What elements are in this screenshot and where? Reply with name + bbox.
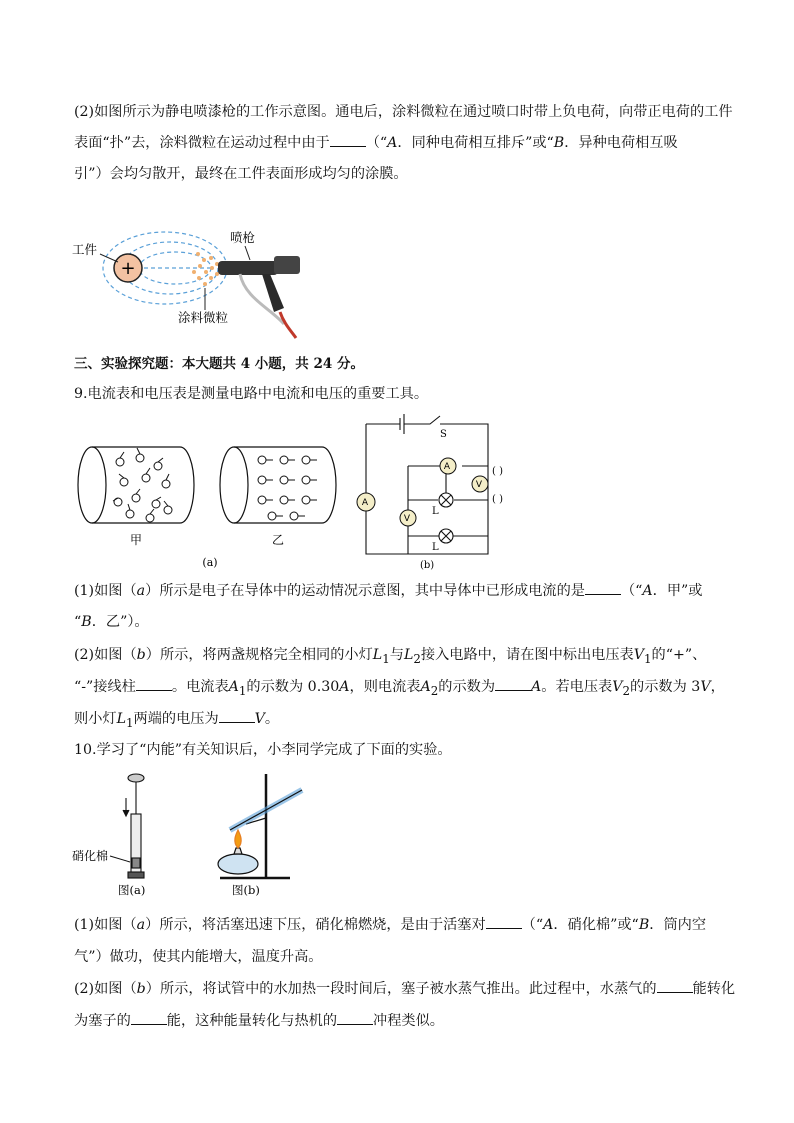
subscript: 2 [413,651,421,666]
option-a-letter: A [642,583,653,599]
fig-letter: b [136,647,146,663]
option-b-letter: B [638,917,650,933]
answer-blank [585,582,621,595]
subscript: 1 [238,683,247,698]
q10-figure [70,768,310,900]
q9-stem: 9.电流表和电压表是测量电路中电流和电压的重要工具。 [74,386,429,402]
q9-text: ， [710,679,725,695]
q9-text: 接入电路中，请在图中标出电压表 [420,647,634,663]
answer-blank [337,1012,373,1025]
q10-text: 能，这种能量转化与热机的 [166,1013,338,1029]
answer-blank [657,980,693,993]
subscript: 1 [643,651,652,666]
conductor-figure [72,440,352,570]
q8-text: 表面“扑”去，涂料微粒在运动过程中由于 [74,135,330,151]
option-a-letter: A [543,917,554,933]
fig-letter: a [136,583,146,599]
q9-text: （“ [620,583,643,599]
q9-text: (1)如图（ [74,583,137,599]
spray-gun-figure [70,228,310,340]
answer-blank [136,678,172,691]
fig-a-caption: 图(a) [118,883,146,897]
a1-label: A [443,462,451,472]
q9-text: ．乙”）。 [91,614,149,630]
q10-text: （“ [521,917,544,933]
v2-symbol: V [612,679,623,695]
particles-label: 涂料微粒 [178,310,229,325]
q9-text: ）所示，将两盏规格完全相同的小灯 [145,647,373,663]
q10-text: (1)如图（ [74,917,137,933]
unit-a: A [339,679,350,695]
q9-text: 两端的电压为 [133,711,219,727]
q10-part1-line2: 气”）做功，使其内能增大，温度升高。 [74,949,323,965]
q8-text: ．异种电荷相互吸 [564,135,678,151]
fig-a-caption: (a) [202,556,218,569]
a2-symbol: A [420,679,431,695]
unit-v: V [700,679,711,695]
cotton-label: 硝化棉 [72,849,109,863]
q9-text: 的“+”、 [651,647,707,663]
q8-line-1: (2)如图所示为静电喷漆枪的工作示意图。通电后，涂料微粒在通过喷口时带上负电荷，向带正电荷的工件 [74,104,733,120]
unit-a: A [531,679,542,695]
option-b-letter: B [553,135,565,151]
v1-label: V [475,480,483,490]
q10-text: 能转化 [692,981,736,997]
paren-upper: ( ) [492,466,503,477]
q9-part1-line2 [74,611,149,631]
answer-blank [330,134,366,147]
spray-gun [218,256,300,338]
a2-label: A [361,498,369,508]
l2-symbol: L [403,647,414,663]
q10-part2-line2 [74,1010,444,1030]
q8-line-3: 引”）会均匀散开，最终在工件表面形成均匀的涂膜。 [74,166,408,182]
v1-symbol: V [633,647,644,663]
piston-cylinder [123,774,144,878]
answer-blank [486,916,522,929]
fig-b-caption: 图(b) [232,883,260,897]
directed-electrons [258,456,317,520]
l1-label: L [432,506,439,517]
q9-text: 则小灯 [74,711,117,727]
cylinder-end [220,447,248,523]
section-3-title: 三、实验探究题：本大题共 4 小题，共 24 分。 [74,356,364,372]
subscript: 2 [622,683,631,698]
q10-part1-line1 [74,914,706,934]
l1-symbol: L [116,711,126,727]
q10-text: ）所示，将活塞迅速下压，硝化棉燃烧，是由于活塞对 [145,917,486,933]
gun-label: 喷枪 [230,230,256,245]
answer-blank [495,678,531,691]
subscript: 1 [382,651,390,666]
q10-text: 为塞子的 [74,1013,131,1029]
circuit-figure [352,414,532,574]
label-jia: 甲 [129,533,143,547]
unit-v: V [254,711,265,727]
q9-text: “ [74,614,82,630]
subscript: 1 [126,715,134,730]
random-electrons [113,448,172,522]
q9-part2-line2 [74,676,725,698]
q9-part1-line1 [74,580,703,600]
q9-text: 。若电压表 [541,679,613,695]
q10-text: (2)如图（ [74,981,137,997]
answer-blank [219,710,255,723]
fig-letter: b [136,981,146,997]
q9-text: (2)如图（ [74,647,137,663]
q9-text: ）所示是电子在导体中的运动情况示意图，其中导体中已形成电流的是 [145,583,585,599]
q10-text: ．筒内空 [649,917,707,933]
q9-text: 的示数为 3 [630,679,701,695]
q9-text: ．甲”或 [652,583,703,599]
l2-label: L [432,542,439,553]
q10-stem: 10.学习了“内能”有关知识后，小李同学完成了下面的实验。 [74,742,452,758]
q8-text: （“ [365,135,388,151]
q8-line-2 [74,132,678,152]
heating-apparatus [218,774,302,878]
plus-sign: + [120,258,136,279]
leader-line [100,254,118,262]
cylinder-end [78,447,106,523]
q9-part2-line1 [74,644,706,666]
q9-text: ，则电流表 [349,679,421,695]
fig-b-caption: (b) [420,560,435,571]
label-yi: 乙 [271,533,285,547]
q9-part2-line3: 则小灯$L_1$两端的电压为 V。 [74,711,280,730]
answer-blank [131,1012,167,1025]
leader-line [245,246,250,260]
a1-symbol: A [228,679,239,695]
q10-text: ．硝化棉”或“ [553,917,639,933]
leader-line [110,856,130,862]
l1-symbol: L [372,647,383,663]
q10-text: 冲程类似。 [373,1013,444,1029]
q10-part2-line1 [74,978,735,998]
fig-letter: a [136,917,146,933]
q9-text: 。电流表 [171,679,229,695]
q9-text: 的示数为 [438,679,496,695]
q8-text: ．同种电荷相互排斥”或“ [397,135,554,151]
switch [404,416,440,424]
switch-label: S [440,429,447,440]
workpiece-label: 工件 [72,242,98,257]
option-b-letter: B [81,614,92,630]
q9-text: 与 [389,647,404,663]
q9-text: “-”接线柱 [74,679,136,695]
q10-text: ）所示，将试管中的水加热一段时间后，塞子被水蒸气推出。此过程中，水蒸气的 [145,981,657,997]
v2-label: V [403,514,411,524]
paren-lower: ( ) [492,494,503,505]
subscript: 2 [430,683,439,698]
q9-text: 的示数为 0.30 [246,679,340,695]
option-a-letter: A [387,135,398,151]
